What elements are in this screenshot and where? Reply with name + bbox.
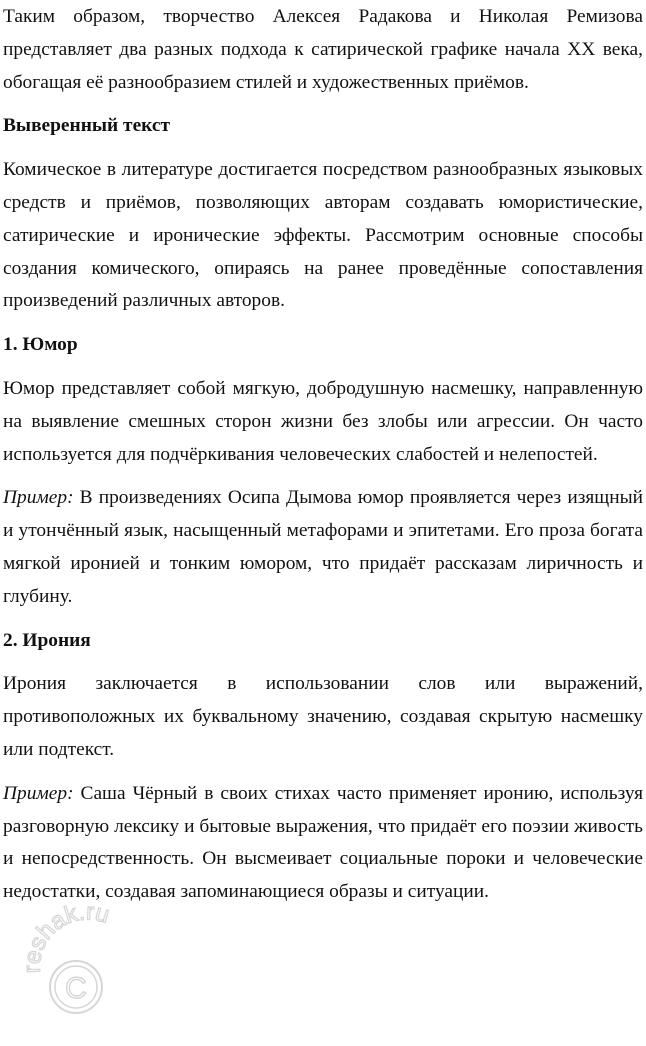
example-label: Пример: <box>3 782 74 804</box>
watermark-text: reshak.ru <box>18 898 113 974</box>
subsection-heading-humor: 1. Юмор <box>3 334 78 356</box>
document-page <box>3 0 643 920</box>
irony-example <box>3 778 643 909</box>
example-label: Пример: <box>3 487 74 509</box>
subsection-heading-irony: 2. Ирония <box>3 629 91 651</box>
humor-example <box>3 482 643 613</box>
svg-text:C: C <box>65 972 87 1005</box>
section-heading: Выверенный текст <box>3 115 170 137</box>
humor-definition: Юмор представляет собой мягкую, добродушную насмешку, направленную на выявление смешных сторон жизни без злобы или агрессии. Он часто используется для подчёркивания человеческих слабостей и нелепостей. <box>3 377 643 465</box>
section-paragraph: Комическое в литературе достигается посредством разнообразных языковых средств и приёмов, позволяющих авторам создавать юмористические, сатирические и иронические эффекты. Рассмотрим основные способы создания комического, опираясь на ранее проведённые сопоставления произведений различных авторов. <box>3 159 643 312</box>
irony-definition: Ирония заключается в использовании слов или выражений, противоположных их буквальному значению, создавая скрытую насмешку или подтекст. <box>3 673 643 760</box>
intro-paragraph: Таким образом, творчество Алексея Радакова и Николая Ремизова представляет два разных подхода к сатирической графике начала XX века, обогащая её разнообразием стилей и художественных приёмов. <box>3 6 643 93</box>
example-text: В произведениях Осипа Дымова юмор проявляется через изящный и утончённый язык, насыщенный метафорами и эпитетами. Его проза богата мягкой иронией и тонким юмором, что придаёт рассказам лиричность и глубину. <box>3 487 643 607</box>
example-text: Саша Чёрный в своих стихах часто применяет иронию, используя разговорную лексику и бытовые выражения, что придаёт его поэзии живость и непосредственность. Он высмеивает социальные пороки и человеческие недостатки, создавая запоминающиеся образы и ситуации. <box>3 782 643 903</box>
